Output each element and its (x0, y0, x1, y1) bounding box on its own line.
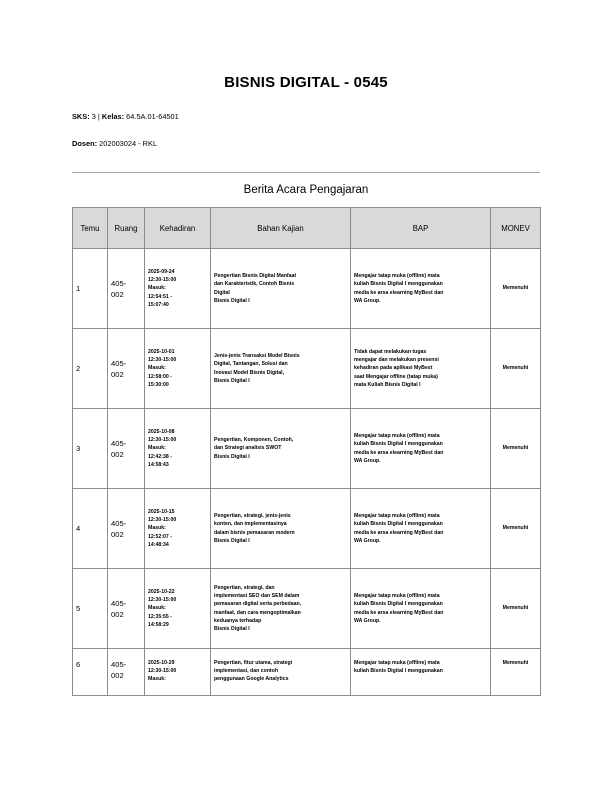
table-row (73, 649, 541, 696)
cell-bahan-kajian: Pengertian, Komponen, Contoh, dan Strategi analisis SWOT Bisnis Digital I (211, 409, 351, 489)
cell-bap: Mengajar tatap muka (offline) mata kuliah Bisnis Digital I menggunakan media ke arsa elearning MyBest dan WA Group. (351, 409, 491, 489)
header-temu: Temu (73, 208, 108, 249)
cell-kehadiran: 2025-09-24 12:30-15:00 Masuk: 12:54:51 - 15:07:40 (145, 249, 211, 329)
cell-monev: Memenuhi (491, 489, 541, 569)
cell-ruang: 405- 002 (108, 489, 145, 569)
cell-temu: 5 (73, 569, 108, 649)
divider (72, 172, 540, 173)
course-title: BISNIS DIGITAL - 0545 (224, 74, 388, 91)
cell-monev: Memenuhi (491, 649, 541, 696)
cell-bahan-kajian: Pengertian, strategi, jenis-jenis konten, dan implementasinya dalam bisnis pemasaran modern Bisnis Digital I (211, 489, 351, 569)
cell-ruang: 405- 002 (108, 649, 145, 696)
cell-monev: Memenuhi (491, 409, 541, 489)
course-info (72, 112, 179, 121)
kelas-label: Kelas: (101, 112, 125, 121)
cell-monev: Memenuhi (491, 569, 541, 649)
header-monev: MONEV (491, 208, 541, 249)
lecturer-info (72, 139, 157, 148)
cell-ruang: 405- 002 (108, 569, 145, 649)
cell-bahan-kajian: Pengertian Bisnis Digital Manfaat dan Karakteristik, Contoh Bisnis Digital Bisnis Digital I (211, 249, 351, 329)
cell-temu: 4 (73, 489, 108, 569)
sks-label: SKS: (72, 112, 90, 121)
cell-ruang: 405- 002 (108, 249, 145, 329)
table-row (73, 489, 541, 569)
cell-temu: 6 (73, 649, 108, 696)
table-row (73, 329, 541, 409)
separator: | (97, 112, 100, 121)
cell-kehadiran: 2025-10-22 12:30-15:00 Masuk: 12:35:55 - 14:58:29 (145, 569, 211, 649)
cell-kehadiran: 2025-10-01 12:30-15:00 Masuk: 12:58:00 - 15:30:00 (145, 329, 211, 409)
cell-bahan-kajian: Pengertian, strategi, dan implementasi SEO dan SEM dalam pemasaran digital serta perbedaan, manfaat, dan cara mengoptimalkan keduanya terhadap Bisnis Digital I (211, 569, 351, 649)
cell-bap: Mengajar tatap muka (offline) mata kuliah Bisnis Digital I menggunakan media ke arsa elearning MyBest dan WA Group. (351, 489, 491, 569)
cell-monev: Memenuhi (491, 329, 541, 409)
dosen-value: 202003024 - RKL (99, 139, 158, 148)
cell-bap: Tidak dapat melakukan tugas mengajar dan melakukan presensi kehadiran pada aplikasi MyBest saat Mengajar offline (tatap muka) mata Kuliah Bisnis Digital I (351, 329, 491, 409)
kelas-value: 64.5A.01-64501 (126, 112, 179, 121)
cell-temu: 1 (73, 249, 108, 329)
cell-temu: 2 (73, 329, 108, 409)
section-title: Berita Acara Pengajaran (243, 184, 369, 196)
cell-bap: Mengajar tatap muka (offline) mata kuliah Bisnis Digital I menggunakan media ke arsa elearning MyBest dan WA Group. (351, 249, 491, 329)
cell-bahan-kajian: Jenis-jenis Transaksi Model Bisnis Digital, Tantangan, Solusi dan Inovasi Model Bisnis Digital, Bisnis Digital I (211, 329, 351, 409)
cell-bap: Mengajar tatap muka (offline) mata kuliah Bisnis Digital I menggunakan (351, 649, 491, 696)
table-row (73, 249, 541, 329)
cell-ruang: 405- 002 (108, 329, 145, 409)
header-bap: BAP (351, 208, 491, 249)
cell-ruang: 405- 002 (108, 409, 145, 489)
dosen-label: Dosen: (72, 139, 98, 148)
table-row (73, 409, 541, 489)
cell-temu: 3 (73, 409, 108, 489)
cell-kehadiran: 2025-10-08 12:30-15:00 Masuk: 12:42:38 - 14:58:43 (145, 409, 211, 489)
header-ruang: Ruang (108, 208, 145, 249)
cell-monev: Memenuhi (491, 249, 541, 329)
teaching-report-table (72, 207, 541, 696)
table-header-row (73, 208, 541, 249)
header-kehadiran: Kehadiran (145, 208, 211, 249)
sks-value: 3 (91, 112, 96, 121)
table-row (73, 569, 541, 649)
header-bahan-kajian: Bahan Kajian (211, 208, 351, 249)
cell-kehadiran: 2025-10-15 12:30-15:00 Masuk: 12:52:07 - 14:48:34 (145, 489, 211, 569)
cell-bahan-kajian: Pengertian, fitur utama, strategi implementasi, dan contoh penggunaan Google Analytics (211, 649, 351, 696)
cell-kehadiran: 2025-10-29 12:30-15:00 Masuk: (145, 649, 211, 696)
cell-bap: Mengajar tatap muka (offline) mata kuliah Bisnis Digital I menggunakan media ke arsa elearning MyBest dan WA Group. (351, 569, 491, 649)
